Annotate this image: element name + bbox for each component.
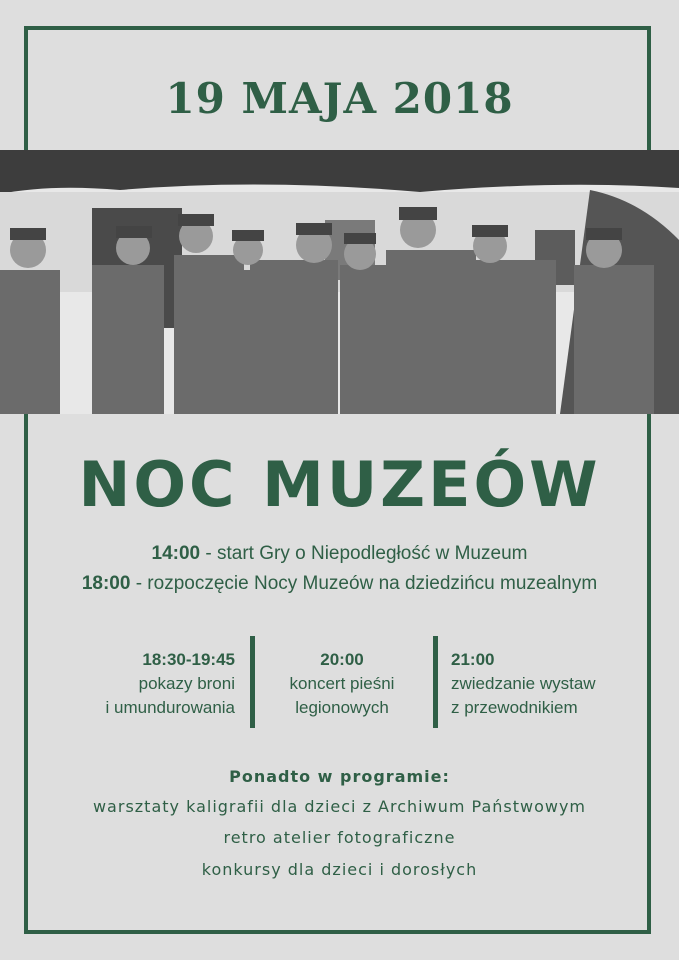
event-line: koncert pieśni [289,674,395,693]
event-time: 20:00 [320,650,364,669]
event-line: i umundurowania [105,698,235,717]
extras-item: warsztaty kaligrafii dla dzieci z Archiwum Państwowym [92,797,587,816]
extras-item: konkursy dla dzieci i dorosłych [201,860,478,879]
schedule-text: - start Gry o Niepodległość w Muzeum [200,543,528,564]
event-time: 18:30-19:45 [142,650,235,669]
soldiers-photo-illustration [0,150,679,414]
extras-heading: Ponadto w programie: [229,767,450,786]
divider-line [250,636,255,728]
historical-photo [0,150,679,414]
schedule-item [0,543,679,565]
schedule-text: - rozpoczęcie Nocy Muzeów na dziedzińcu muzealnym [130,573,598,594]
event-column-1 [60,648,235,720]
schedule-item [0,573,679,595]
event-date: 19 MAJA 2018 [165,74,514,123]
event-column-2 [262,648,422,720]
extras-item: retro atelier fotograficzne [223,828,456,847]
event-title: NOC MUZEÓW [78,448,601,521]
event-line: legionowych [295,698,389,717]
event-time: 21:00 [451,650,495,669]
schedule-time: 14:00 [151,543,201,564]
schedule-time: 18:00 [81,573,131,594]
event-line: pokazy broni [138,674,235,693]
event-line: z przewodnikiem [451,698,578,717]
event-column-3 [451,648,641,720]
divider-line [433,636,438,728]
event-line: zwiedzanie wystaw [451,674,596,693]
